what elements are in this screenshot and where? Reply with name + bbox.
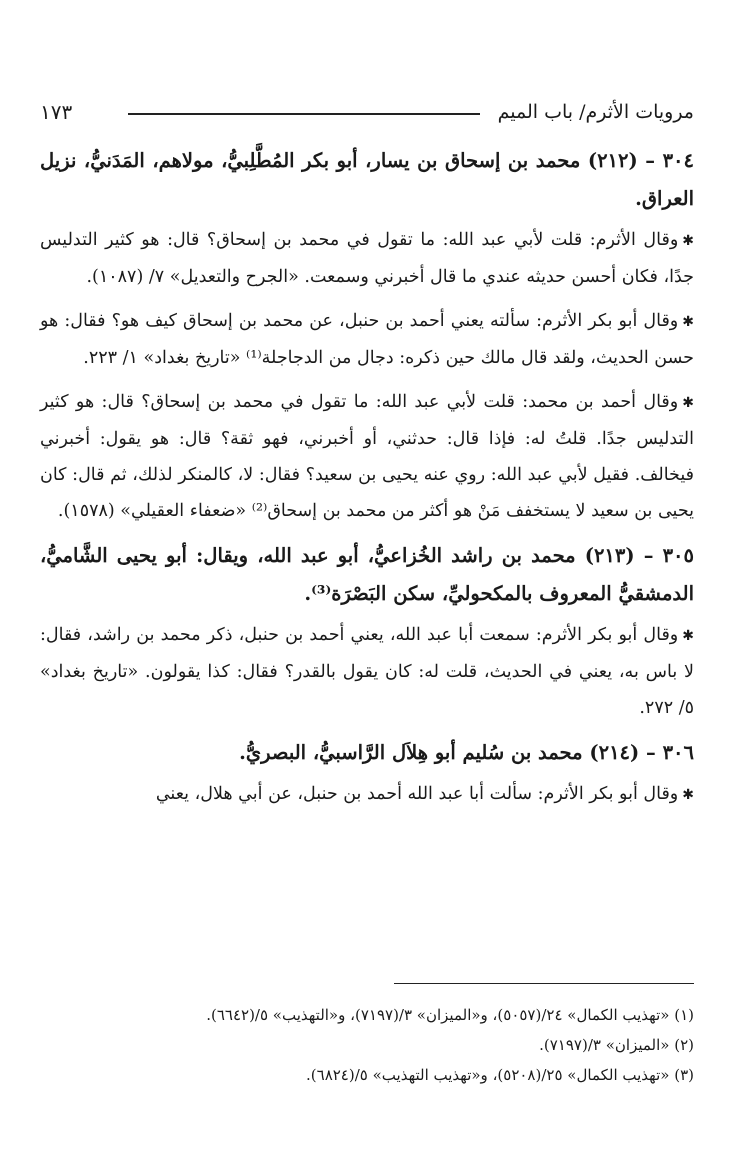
footnote-2: (٢) «الميزان» ٣/(٧١٩٧). <box>539 1036 694 1054</box>
paragraph: ✱وقال أبو بكر الأثرم: سألت أبا عبد الله أحمد بن حنبل، عن أبي هلال، يعني <box>155 784 694 804</box>
paragraph: ✱وقال أبو بكر الأثرم: سألته يعني أحمد بن حنبل، عن محمد بن إسحاق كيف هو؟ فقال: هو حسن الحديث، ولقد قال مالك حين ذكره: دجال من الدجاجلة⁽¹⁾ «تاريخ بغداد» ١/ ٢٢٣. <box>40 311 694 368</box>
footnote-1: (١) «تهذيب الكمال» ٢٤/(٥٠٥٧)، و«الميزان» ٣/(٧١٩٧)، و«التهذيب» ٥/(٦٦٤٢). <box>206 1006 694 1024</box>
page-header <box>40 96 694 128</box>
running-title: مرويات الأثرم/ باب الميم <box>497 101 694 123</box>
entry-heading-306: ٣٠٦ – (٢١٤) محمد بن سُليم أبو هِلاَل الرَّاسبيُّ، البصريُّ. <box>239 741 694 764</box>
paragraph: ✱وقال الأثرم: قلت لأبي عبد الله: ما تقول في محمد بن إسحاق؟ قال: هو كثير التدليس جدًا، فكان أحسن حديثه عندي ما قال أخبرني وسمعت. «الجرح والتعديل» ٧/ (١٠٨٧). <box>40 230 694 287</box>
asterisk-icon: ✱ <box>682 314 694 330</box>
page-body <box>40 140 694 821</box>
entry-heading-305: ٣٠٥ – (٢١٣) محمد بن راشد الخُزاعيُّ، أبو عبد الله، ويقال: أبو يحيى الشَّاميُّ، الدمشقيُّ المعروف بالمكحوليِّ، سكن البَصْرَة⁽³⁾. <box>40 544 694 605</box>
header-rule <box>128 113 479 115</box>
paragraph: ✱وقال أبو بكر الأثرم: سمعت أبا عبد الله، يعني أحمد بن حنبل، ذكر محمد بن راشد، فقال: لا باس به، يعني في الحديث، قلت له: كان يقول بالقدر؟ فقال: كذا يقولون. «تاريخ بغداد» ٥/ ٢٧٢. <box>40 625 694 718</box>
asterisk-icon: ✱ <box>682 233 694 249</box>
asterisk-icon: ✱ <box>682 395 694 411</box>
entry-heading-304: ٣٠٤ – (٢١٢) محمد بن إسحاق بن يسار، أبو بكر المُطَّلِبيُّ، مولاهم، المَدَنيُّ، نزيل العراق. <box>40 149 694 210</box>
footnote-3: (٣) «تهذيب الكمال» ٢٥/(٥٢٠٨)، و«تهذيب التهذيب» ٥/(٦٨٢٤). <box>306 1066 694 1084</box>
asterisk-icon: ✱ <box>682 628 694 644</box>
page-number: ١٧٣ <box>40 100 73 124</box>
footnotes <box>40 1000 694 1090</box>
paragraph: ✱وقال أحمد بن محمد: قلت لأبي عبد الله: ما تقول في محمد بن إسحاق؟ قال: هو كثير التدليس جدًا. قلتُ له: فإذا قال: حدثني، أو أخبرني، فهو ثقة؟ قال: هو يقول: أخبرني فيخالف. فقيل لأبي عبد الله: روي عنه يحيى بن سعيد؟ فقال: لا، كالمنكر لذلك، ثم قال: كان يحيى بن سعيد لا يستخفف مَنْ هو أكثر من محمد بن إسحاق⁽²⁾ «ضعفاء العقيلي» (١٥٧٨). <box>40 392 694 521</box>
footnote-rule <box>394 983 694 984</box>
asterisk-icon: ✱ <box>682 787 694 803</box>
